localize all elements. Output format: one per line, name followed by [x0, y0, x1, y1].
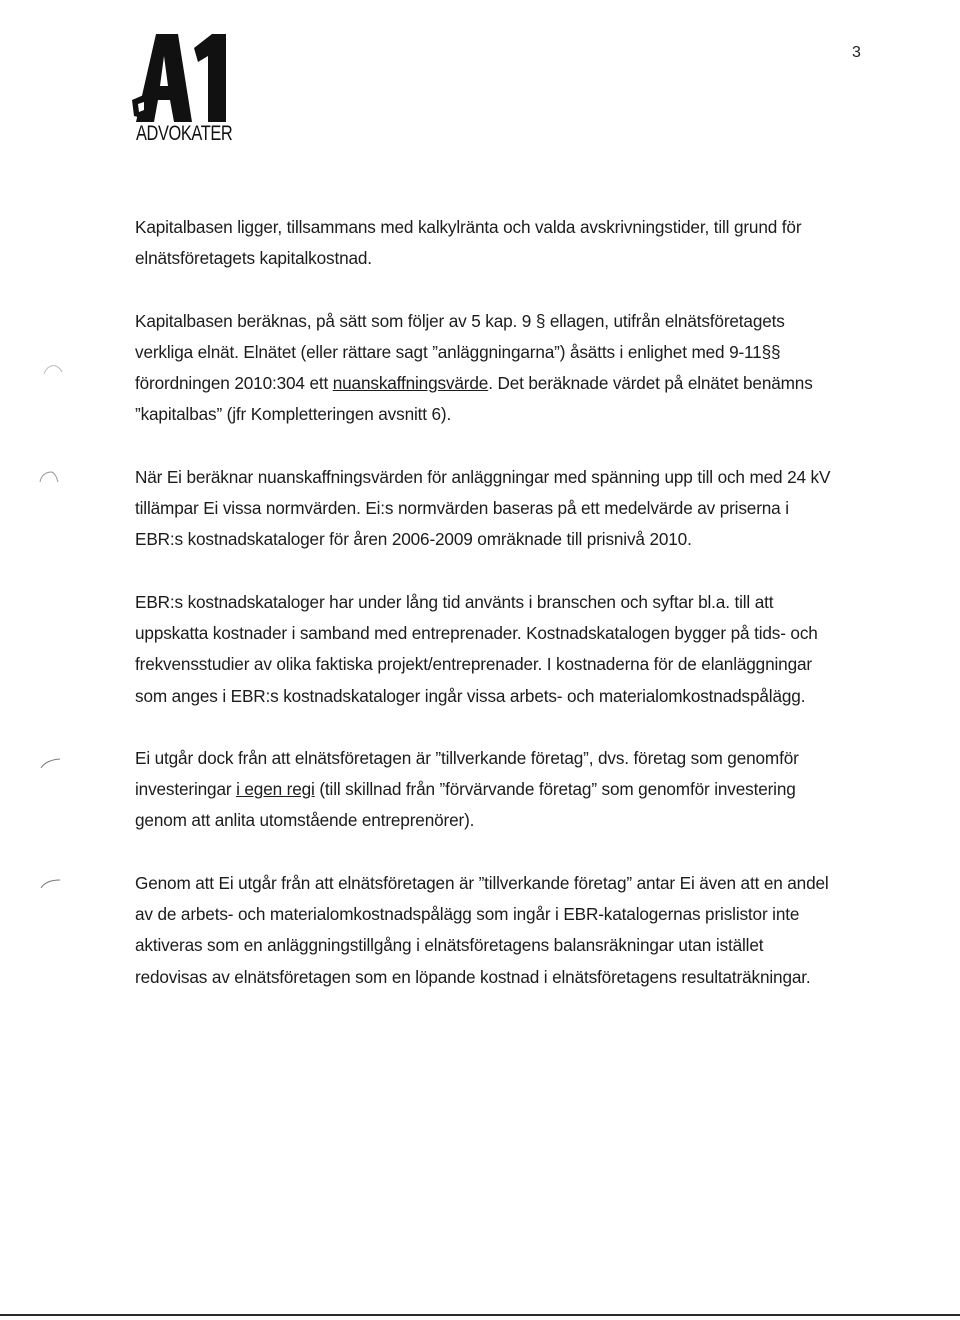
- paragraph: Genom att Ei utgår från att elnätsföretagen är ”tillverkande företag” antar Ei även att en andel av de arbets- och materialomkostnadspålägg som ingår i EBR-katalogernas prislistor inte aktiveras som en anläggningstillgång i elnätsföretagens balansräkningar utan istället redovisas av elnätsföretagen som en löpande kostnad i elnätsföretagens resultaträkningar.: [135, 872, 829, 987]
- underlined-term: nuanskaffningsvärde: [332, 373, 489, 394]
- text-run: Kapitalbasen beräknas, på sätt som följer av 5 kap. 9 § ellagen, utifrån elnätsföretagets verkliga elnät. Elnätet (eller rättare sagt ”anläggningarna”) åsätts i enlighet med 9-11§§ förordningen 2010:304 ett: [135, 310, 785, 394]
- scan-mark: [42, 362, 64, 376]
- logo-subtitle: ADVOKATER: [136, 122, 233, 145]
- paragraph: [135, 306, 835, 431]
- bottom-rule: [0, 1314, 960, 1316]
- paragraph: Kapitalbasen ligger, tillsammans med kalkylränta och valda avskrivningstider, till grund för elnätsföretagets kapitalkostnad.: [135, 217, 802, 269]
- paragraph: EBR:s kostnadskataloger har under lång tid använts i branschen och syftar bl.a. till att uppskatta kostnader i samband med entreprenader. Kostnadskatalogen bygger på tids- och frekvensstudier av olika faktiska projekt/entreprenader. I kostnaderna för de elanläggningar som anges i EBR:s kostnadskataloger ingår vissa arbets- och materialomkostnadspålägg.: [135, 591, 818, 706]
- firm-logo: [132, 30, 232, 150]
- text-run: . Det beräknade värdet på elnätet benämns ”kapitalbas” (jfr Kompletteringen avsnitt 6).: [135, 373, 813, 425]
- scan-mark: [40, 756, 62, 770]
- underlined-term: i egen regi: [236, 779, 315, 800]
- paragraph: [135, 743, 835, 837]
- letter-body: [135, 212, 835, 993]
- scan-mark: [40, 876, 62, 890]
- page-number: 3: [852, 44, 861, 61]
- paragraph: När Ei beräknar nuanskaffningsvärden för anläggningar med spänning upp till och med 24 kV tillämpar Ei vissa normvärden. Ei:s normvärden baseras på ett medelvärde av priserna i EBR:s kostnadskataloger för åren 2006-2009 omräknade till prisnivå 2010.: [135, 466, 831, 550]
- text-run: Ei utgår dock från att elnätsföretagen är ”tillverkande företag”, dvs. företag som genomför investeringar: [135, 747, 799, 800]
- text-run: (till skillnad från ”förvärvande företag” som genomför investering genom att anlita utomstående entreprenörer).: [135, 779, 796, 831]
- a1-logo-mark: [132, 30, 230, 122]
- scan-mark: [38, 470, 60, 484]
